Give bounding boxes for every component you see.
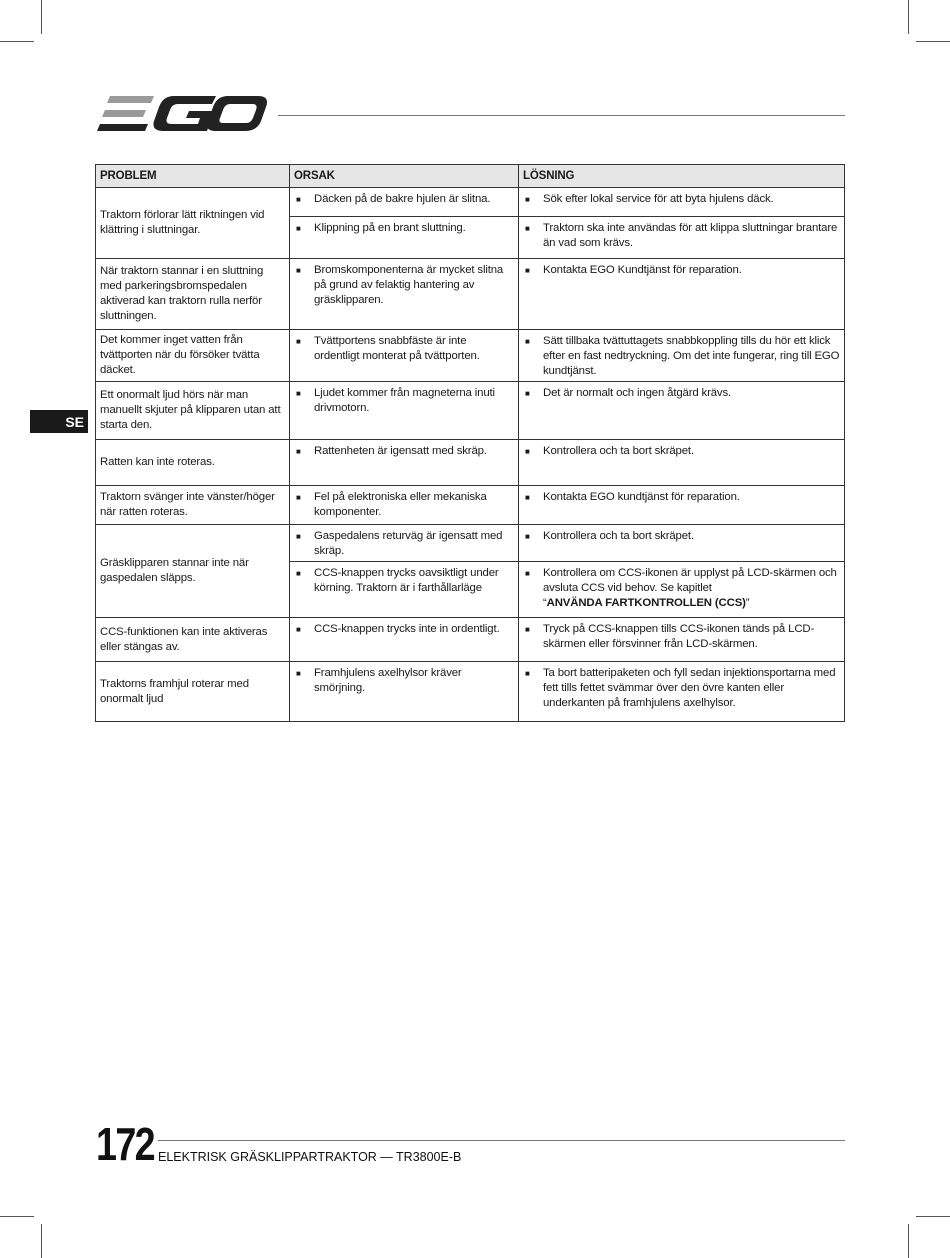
problem-cell: Ett onormalt ljud hörs när man manuellt skjuter på klipparen utan att starta den. bbox=[96, 382, 290, 440]
cause-text: Tvättportens snabbfäste är inte ordentligt monterat på tvättporten. bbox=[314, 335, 480, 362]
table-row bbox=[96, 440, 845, 486]
bullet-icon: ■ bbox=[296, 532, 301, 541]
cause-cell bbox=[290, 330, 519, 382]
cause-text: Bromskomponenterna är mycket slitna på grund av felaktig hantering av gräsklipparen. bbox=[314, 264, 504, 306]
bullet-icon: ■ bbox=[296, 569, 301, 578]
solution-cell bbox=[519, 440, 845, 486]
solution-cell bbox=[519, 525, 845, 562]
cause-cell bbox=[290, 662, 519, 722]
cause-text: CCS-knappen trycks inte in ordentligt. bbox=[314, 623, 500, 635]
cause-cell bbox=[290, 382, 519, 440]
cause-cell bbox=[290, 486, 519, 525]
bullet-icon: ■ bbox=[296, 337, 301, 346]
solution-text: Sök efter lokal service för att byta hjulens däck. bbox=[543, 193, 774, 205]
solution-text: Kontakta EGO Kundtjänst för reparation. bbox=[543, 264, 742, 276]
cause-cell bbox=[290, 217, 519, 259]
solution-cell bbox=[519, 382, 845, 440]
language-tab-label: SE bbox=[65, 413, 84, 430]
solution-text: Kontakta EGO kundtjänst för reparation. bbox=[543, 491, 740, 503]
troubleshooting-table bbox=[95, 164, 845, 722]
bullet-icon: ■ bbox=[296, 195, 301, 204]
cause-cell bbox=[290, 618, 519, 662]
bullet-icon: ■ bbox=[525, 447, 530, 456]
cause-text: Fel på elektroniska eller mekaniska komponenter. bbox=[314, 491, 487, 518]
bullet-icon: ■ bbox=[296, 669, 301, 678]
cause-text: CCS-knappen trycks oavsiktligt under körning. Traktorn är i farthållarläge bbox=[314, 567, 499, 594]
crop-mark bbox=[908, 1224, 909, 1258]
cause-cell bbox=[290, 188, 519, 217]
crop-mark bbox=[916, 1216, 950, 1217]
bullet-icon: ■ bbox=[525, 669, 530, 678]
page-number: 172 bbox=[96, 1118, 155, 1170]
bullet-icon: ■ bbox=[525, 532, 530, 541]
crop-mark bbox=[41, 1224, 42, 1258]
logo-g bbox=[153, 96, 216, 131]
bullet-icon: ■ bbox=[525, 337, 530, 346]
solution-text: Sätt tillbaka tvättuttagets snabbkoppling tills du hör ett klick efter en fast nedtryckning. Om det inte fungerar, ring till EGO kundtjänst. bbox=[543, 335, 840, 377]
problem-cell: Det kommer inget vatten från tvättporten när du försöker tvätta däcket. bbox=[96, 330, 290, 382]
solution-text: Kontrollera och ta bort skräpet. bbox=[543, 445, 694, 457]
crop-mark bbox=[916, 41, 950, 42]
cause-text: Framhjulens axelhylsor kräver smörjning. bbox=[314, 667, 462, 694]
table-row bbox=[96, 382, 845, 440]
solution-cell bbox=[519, 259, 845, 330]
quote-open: “ bbox=[543, 597, 547, 609]
solution-text bbox=[543, 566, 840, 611]
cause-cell bbox=[290, 562, 519, 618]
solution-text: Ta bort batteripaketen och fyll sedan injektionsportarna med fett tills fettet svämmar över den övre kanten eller underkanten på framhjulens axelhylsor. bbox=[543, 667, 836, 709]
table-row bbox=[96, 618, 845, 662]
solution-cell bbox=[519, 217, 845, 259]
bullet-icon: ■ bbox=[296, 447, 301, 456]
cause-cell bbox=[290, 259, 519, 330]
table-row bbox=[96, 188, 845, 217]
table-row bbox=[96, 525, 845, 562]
problem-cell: CCS-funktionen kan inte aktiveras eller stängas av. bbox=[96, 618, 290, 662]
problem-cell: Ratten kan inte roteras. bbox=[96, 440, 290, 486]
bullet-icon: ■ bbox=[525, 224, 530, 233]
solution-text-main: Kontrollera om CCS-ikonen är upplyst på LCD-skärmen och avsluta CCS vid behov. Se kapitlet bbox=[543, 567, 837, 594]
crop-mark bbox=[908, 0, 909, 34]
solution-cell bbox=[519, 188, 845, 217]
bullet-icon: ■ bbox=[296, 224, 301, 233]
bullet-icon: ■ bbox=[296, 266, 301, 275]
quote-close: ” bbox=[745, 597, 750, 609]
solution-cell bbox=[519, 486, 845, 525]
crop-mark bbox=[0, 41, 34, 42]
header-problem: PROBLEM bbox=[96, 165, 290, 188]
table-row bbox=[96, 259, 845, 330]
bullet-icon: ■ bbox=[525, 266, 530, 275]
cause-text: Gaspedalens returväg är igensatt med skräp. bbox=[314, 530, 503, 557]
header-cause: ORSAK bbox=[290, 165, 519, 188]
crop-mark bbox=[0, 1216, 34, 1217]
cause-text: Klippning på en brant sluttning. bbox=[314, 222, 466, 234]
solution-text: Traktorn ska inte användas för att klippa sluttningar brantare än vad som krävs. bbox=[543, 222, 838, 249]
problem-cell: Traktorn förlorar lätt riktningen vid klättring i sluttningar. bbox=[96, 188, 290, 259]
solution-cell bbox=[519, 662, 845, 722]
cause-text: Däcken på de bakre hjulen är slitna. bbox=[314, 193, 491, 205]
cause-text: Ljudet kommer från magneterna inuti drivmotorn. bbox=[314, 387, 495, 414]
bullet-icon: ■ bbox=[525, 389, 530, 398]
header-rule bbox=[278, 115, 845, 116]
logo-o bbox=[207, 96, 267, 131]
chapter-reference: ANVÄNDA FARTKONTROLLEN (CCS) bbox=[546, 597, 746, 609]
footer-title: ELEKTRISK GRÄSKLIPPARTRAKTOR — TR3800E-B bbox=[158, 1150, 462, 1164]
bullet-icon: ■ bbox=[525, 569, 530, 578]
problem-cell: Traktorn svänger inte vänster/höger när ratten roteras. bbox=[96, 486, 290, 525]
solution-cell bbox=[519, 330, 845, 382]
table-row bbox=[96, 330, 845, 382]
solution-text: Tryck på CCS-knappen tills CCS-ikonen tänds på LCD-skärmen eller försvinner från LCD-skärmen. bbox=[543, 623, 815, 650]
logo-e bbox=[97, 96, 154, 131]
cause-cell bbox=[290, 440, 519, 486]
bullet-icon: ■ bbox=[525, 195, 530, 204]
ego-logo bbox=[96, 94, 268, 134]
cause-text: Rattenheten är igensatt med skräp. bbox=[314, 445, 487, 457]
table-row bbox=[96, 662, 845, 722]
bullet-icon: ■ bbox=[296, 493, 301, 502]
cause-cell bbox=[290, 525, 519, 562]
problem-cell: När traktorn stannar i en sluttning med parkeringsbromspedalen aktiverad kan traktorn rulla nerför sluttningen. bbox=[96, 259, 290, 330]
bullet-icon: ■ bbox=[296, 625, 301, 634]
problem-cell: Gräsklipparen stannar inte när gaspedalen släpps. bbox=[96, 525, 290, 618]
bullet-icon: ■ bbox=[296, 389, 301, 398]
table-row bbox=[96, 486, 845, 525]
table-header-row bbox=[96, 165, 845, 188]
footer-rule bbox=[158, 1140, 845, 1141]
bullet-icon: ■ bbox=[525, 493, 530, 502]
solution-cell bbox=[519, 618, 845, 662]
bullet-icon: ■ bbox=[525, 625, 530, 634]
solution-cell bbox=[519, 562, 845, 618]
language-tab bbox=[30, 410, 88, 433]
crop-mark bbox=[41, 0, 42, 34]
solution-text: Det är normalt och ingen åtgärd krävs. bbox=[543, 387, 732, 399]
problem-cell: Traktorns framhjul roterar med onormalt ljud bbox=[96, 662, 290, 722]
header-solution: LÖSNING bbox=[519, 165, 845, 188]
solution-text: Kontrollera och ta bort skräpet. bbox=[543, 530, 694, 542]
